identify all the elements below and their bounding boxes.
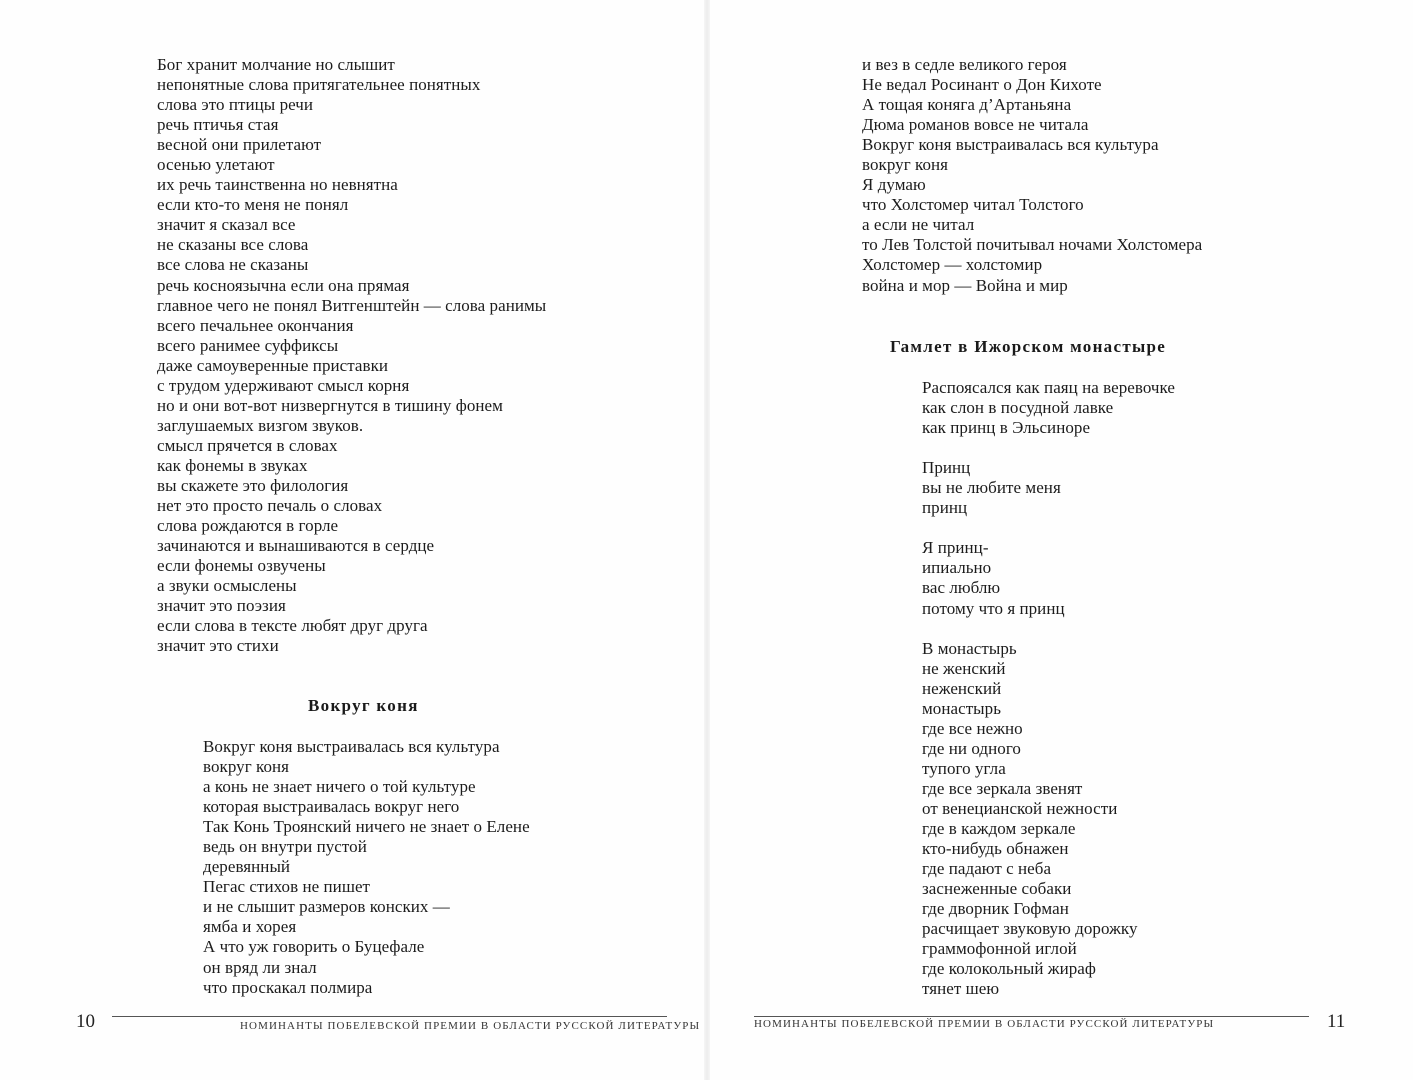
- poem-line: их речь таинственна но невнятна: [157, 175, 398, 195]
- poem-line: что проскакал полмира: [203, 977, 373, 997]
- stanza-break: [922, 518, 1175, 538]
- poem-line: ипиально: [922, 558, 992, 578]
- poem-line: Так Конь Троянский ничего не знает о Елене: [203, 817, 530, 837]
- poem-line: ведь он внутри пустой: [203, 837, 367, 857]
- poem-line: вокруг коня: [203, 757, 290, 777]
- poem-line: всего печальнее окончания: [157, 315, 354, 335]
- poem-body: [157, 55, 546, 656]
- poem-line: как принц в Эльсиноре: [922, 418, 1091, 438]
- poem-line: где все нежно: [922, 718, 1023, 738]
- poem-line: ямба и хорея: [203, 917, 297, 937]
- poem-horse: [203, 737, 530, 998]
- poem-line: все слова не сказаны: [157, 255, 309, 275]
- poem-line: он вряд ли знал: [203, 957, 317, 977]
- poem-line: что Холстомер читал Толстого: [862, 195, 1084, 215]
- poem-line: Пегас стихов не пишет: [203, 877, 371, 897]
- poem-line: где колокольный жираф: [922, 959, 1096, 979]
- poem-line: тянет шею: [922, 979, 1000, 999]
- footer-rule-right: [754, 1016, 1309, 1017]
- poem-line: если фонемы озвучены: [157, 556, 326, 576]
- poem-line: кто-нибудь обнажен: [922, 839, 1069, 859]
- poem-line: заснеженные собаки: [922, 879, 1072, 899]
- poem-line: расчищает звуковую дорожку: [922, 919, 1138, 939]
- poem-line: Я думаю: [862, 175, 926, 195]
- poem-line: граммофонной иглой: [922, 939, 1077, 959]
- poem-line: деревянный: [203, 857, 291, 877]
- poem-line: и вез в седле великого героя: [862, 55, 1067, 74]
- poem-line: В монастырь: [922, 638, 1017, 658]
- poem-line: как фонемы в звуках: [157, 455, 308, 475]
- poem-line: то Лев Толстой почитывал ночами Холстомера: [862, 235, 1203, 255]
- poem-line: весной они прилетают: [157, 135, 322, 155]
- poem-line: смысл прячется в словах: [157, 435, 338, 455]
- poem-line: значит это поэзия: [157, 596, 286, 616]
- poem-line: Бог хранит молчание но слышит: [157, 55, 395, 74]
- section-title-horse: Вокруг коня: [308, 696, 419, 715]
- poem-line: непонятные слова притягательнее понятных: [157, 75, 481, 95]
- poem-line: а конь не знает ничего о той культуре: [203, 777, 476, 797]
- poem-line: всего ранимее суффиксы: [157, 335, 339, 355]
- poem-line: но и они вот-вот низвергнутся в тишину фонем: [157, 395, 503, 415]
- poem-line: где все зеркала звенят: [922, 778, 1083, 798]
- poem-line: Холстомер — холстомир: [862, 255, 1043, 275]
- poem-line: вокруг коня: [862, 155, 949, 175]
- poem-line: потому что я принц: [922, 598, 1065, 618]
- poem-line: вы скажете это филология: [157, 475, 349, 495]
- poem-line: монастырь: [922, 698, 1002, 718]
- poem-line: которая выстраивалась вокруг него: [203, 797, 460, 817]
- poem-line: не женский: [922, 658, 1006, 678]
- poem-line: Вокруг коня выстраивалась вся культура: [862, 135, 1159, 155]
- stanza-break: [922, 619, 1175, 639]
- poem-line: Принц: [922, 458, 971, 478]
- poem-line: Я принц-: [922, 538, 989, 558]
- poem-line: вас люблю: [922, 578, 1001, 598]
- poem-line: если слова в тексте любят друг друга: [157, 616, 428, 636]
- poem-line: осенью улетают: [157, 155, 275, 175]
- poem-line: нет это просто печаль о словах: [157, 496, 383, 516]
- poem-horse-continued: [862, 55, 1202, 296]
- poem-line: где падают с неба: [922, 859, 1052, 879]
- poem-line: Распоясался как паяц на веревочке: [922, 378, 1176, 397]
- poem-line: вы не любите меня: [922, 478, 1061, 498]
- poem-line: с трудом удерживают смысл корня: [157, 375, 410, 395]
- poem-line: от венецианской нежности: [922, 798, 1118, 818]
- poem-line: значит я сказал все: [157, 215, 296, 235]
- poem-line: А тощая коняга д’Артаньяна: [862, 95, 1072, 115]
- poem-line: война и мор — Война и мир: [862, 275, 1068, 295]
- poem-hamlet: [922, 378, 1175, 999]
- page-number-left: 10: [76, 1011, 95, 1032]
- poem-line: и не слышит размеров конских —: [203, 897, 450, 917]
- poem-line: где дворник Гофман: [922, 899, 1069, 919]
- poem-line: даже самоуверенные приставки: [157, 355, 389, 375]
- poem-line: Вокруг коня выстраивалась вся культура: [203, 737, 500, 756]
- poem-line: речь птичья стая: [157, 115, 279, 135]
- poem-line: где ни одного: [922, 738, 1021, 758]
- poem-line: Не ведал Росинант о Дон Кихоте: [862, 75, 1102, 95]
- right-page: [710, 0, 1413, 1080]
- poem-line: где в каждом зеркале: [922, 819, 1076, 839]
- poem-line: зачинаются и вынашиваются в сердце: [157, 536, 435, 556]
- poem-line: тупого угла: [922, 758, 1006, 778]
- poem-line: принц: [922, 498, 968, 518]
- section-title-hamlet: Гамлет в Ижорском монастыре: [890, 337, 1167, 356]
- poem-line: а если не читал: [862, 215, 975, 235]
- poem-line: А что уж говорить о Буцефале: [203, 937, 425, 957]
- poem-line: слова это птицы речи: [157, 95, 314, 115]
- poem-line: если кто-то меня не понял: [157, 195, 349, 215]
- page-number-right: 11: [1327, 1011, 1346, 1032]
- poem-line: заглушаемых визгом звуков.: [157, 415, 364, 435]
- poem-line: главное чего не понял Витгенштейн — слова ранимы: [157, 295, 547, 315]
- poem-line: слова рождаются в горле: [157, 516, 339, 536]
- poem-line: значит это стихи: [157, 636, 279, 656]
- left-page: [0, 0, 704, 1080]
- poem-line: как слон в посудной лавке: [922, 398, 1114, 418]
- stanza-break: [922, 438, 1175, 458]
- running-head-left: НОМИНАНТЫ ПОБЕЛЕВСКОЙ ПРЕМИИ В ОБЛАСТИ РУССКОЙ ЛИТЕРАТУРЫ: [240, 1020, 701, 1032]
- poem-line: речь косноязычна если она прямая: [157, 275, 410, 295]
- poem-line: неженский: [922, 678, 1002, 698]
- running-head-right: НОМИНАНТЫ ПОБЕЛЕВСКОЙ ПРЕМИИ В ОБЛАСТИ РУССКОЙ ЛИТЕРАТУРЫ: [754, 1018, 1215, 1030]
- footer-rule-left: [112, 1016, 667, 1017]
- poem-line: а звуки осмыслены: [157, 576, 297, 596]
- poem-line: Дюма романов вовсе не читала: [862, 115, 1089, 135]
- poem-line: не сказаны все слова: [157, 235, 309, 255]
